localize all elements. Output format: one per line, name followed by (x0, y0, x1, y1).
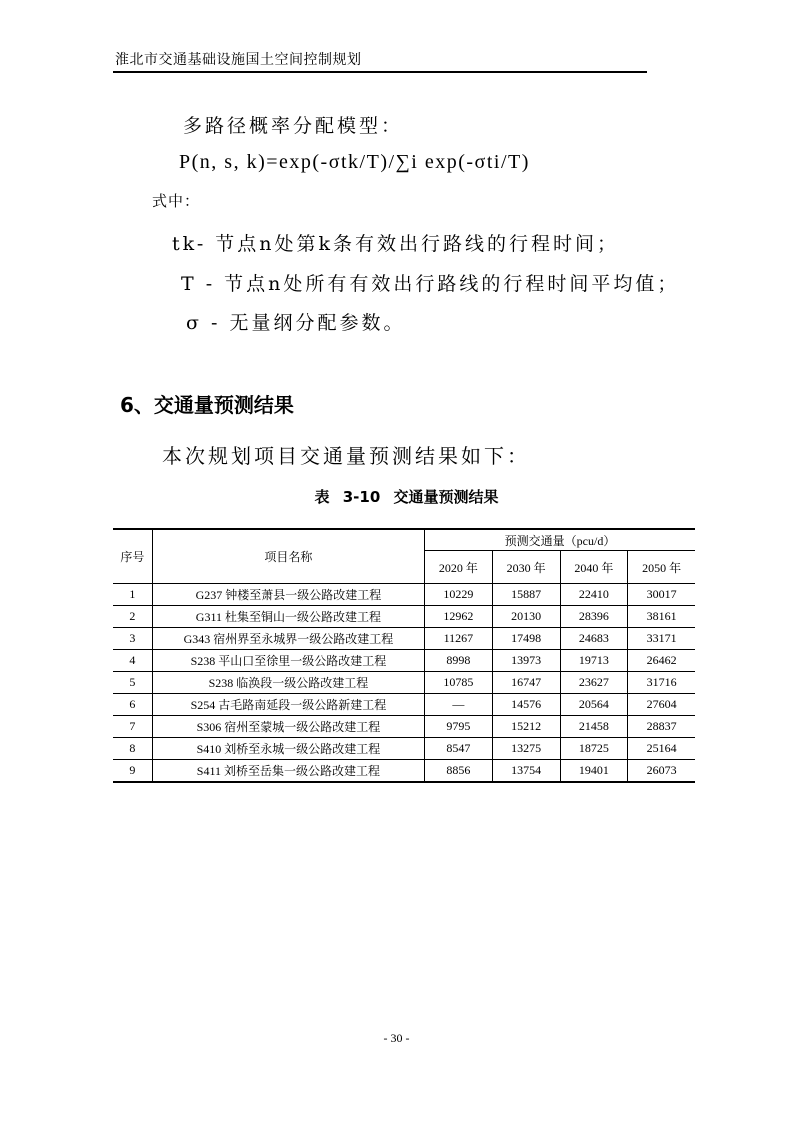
cell-no: 6 (113, 694, 152, 716)
cell-no: 2 (113, 606, 152, 628)
cell-value: 17498 (492, 628, 560, 650)
cell-name: S410 刘桥至永城一级公路改建工程 (152, 738, 424, 760)
cell-value: 8547 (425, 738, 493, 760)
table-row (113, 672, 695, 694)
cell-value: 24683 (560, 628, 628, 650)
cell-value: 20130 (492, 606, 560, 628)
cell-value: 25164 (628, 738, 695, 760)
cell-value: 22410 (560, 584, 628, 606)
cell-value: 12962 (425, 606, 493, 628)
cell-value: 19713 (560, 650, 628, 672)
header-year: 2030 年 (492, 551, 560, 584)
cell-value: 26462 (628, 650, 695, 672)
cell-value: 27604 (628, 694, 695, 716)
section-heading: 6、交通量预测结果 (120, 393, 294, 417)
cell-value: 15212 (492, 716, 560, 738)
table-row (113, 584, 695, 606)
definition-tk: tk- 节点n处第k条有效出行路线的行程时间； (172, 233, 620, 255)
cell-value: 15887 (492, 584, 560, 606)
table-row (113, 628, 695, 650)
definition-sigma: σ - 无量纲分配参数。 (186, 312, 406, 334)
header-divider (113, 71, 647, 73)
cell-name: S238 临涣段一级公路改建工程 (152, 672, 424, 694)
cell-name: S411 刘桥至岳集一级公路改建工程 (152, 760, 424, 783)
where-label: 式中： (152, 192, 201, 210)
cell-value: 28837 (628, 716, 695, 738)
cell-name: G311 杜集至铜山一级公路改建工程 (152, 606, 424, 628)
cell-no: 3 (113, 628, 152, 650)
cell-value: 8856 (425, 760, 493, 783)
cell-name: G343 宿州界至永城界一级公路改建工程 (152, 628, 424, 650)
section-intro: 本次规划项目交通量预测结果如下： (162, 444, 530, 468)
table-row (113, 760, 695, 783)
cell-name: S254 古毛路南延段一级公路新建工程 (152, 694, 424, 716)
header-year: 2040 年 (560, 551, 628, 584)
cell-value: 28396 (560, 606, 628, 628)
cell-no: 8 (113, 738, 152, 760)
cell-value: 26073 (628, 760, 695, 783)
header-forecast-group: 预测交通量（pcu/d） (425, 529, 695, 551)
cell-no: 5 (113, 672, 152, 694)
page-number: - 30 - (383, 1031, 410, 1045)
cell-name: S238 平山口至徐里一级公路改建工程 (152, 650, 424, 672)
cell-value: 18725 (560, 738, 628, 760)
cell-value: 16747 (492, 672, 560, 694)
table-caption: 表 3-10 交通量预测结果 (314, 488, 499, 506)
header-name: 项目名称 (152, 529, 424, 584)
table-row (113, 650, 695, 672)
cell-value: 30017 (628, 584, 695, 606)
cell-value: 13754 (492, 760, 560, 783)
cell-value: 31716 (628, 672, 695, 694)
cell-value: 10229 (425, 584, 493, 606)
formula: P(n, s, k)=exp(-σtk/T)/∑i exp(-σti/T) (179, 151, 530, 173)
cell-no: 1 (113, 584, 152, 606)
definition-t: T - 节点n处所有有效出行路线的行程时间平均值； (181, 273, 680, 295)
table-row (113, 694, 695, 716)
model-title: 多路径概率分配模型： (183, 115, 404, 137)
cell-value: 11267 (425, 628, 493, 650)
cell-value: 19401 (560, 760, 628, 783)
traffic-forecast-table (113, 528, 695, 783)
cell-value: 13973 (492, 650, 560, 672)
cell-name: G237 钟楼至萧县一级公路改建工程 (152, 584, 424, 606)
table-row (113, 606, 695, 628)
cell-value: 10785 (425, 672, 493, 694)
cell-value: 14576 (492, 694, 560, 716)
cell-no: 9 (113, 760, 152, 783)
cell-value: 8998 (425, 650, 493, 672)
cell-value: 23627 (560, 672, 628, 694)
cell-value: 21458 (560, 716, 628, 738)
header-year: 2020 年 (425, 551, 493, 584)
cell-value: 9795 (425, 716, 493, 738)
cell-value: 20564 (560, 694, 628, 716)
cell-name: S306 宿州至蒙城一级公路改建工程 (152, 716, 424, 738)
cell-value: 38161 (628, 606, 695, 628)
cell-value: — (425, 694, 493, 716)
cell-no: 4 (113, 650, 152, 672)
cell-value: 33171 (628, 628, 695, 650)
header-no: 序号 (113, 529, 152, 584)
header-year: 2050 年 (628, 551, 695, 584)
table-row (113, 716, 695, 738)
running-header: 淮北市交通基础设施国土空间控制规划 (115, 52, 362, 68)
table-row (113, 738, 695, 760)
cell-no: 7 (113, 716, 152, 738)
cell-value: 13275 (492, 738, 560, 760)
